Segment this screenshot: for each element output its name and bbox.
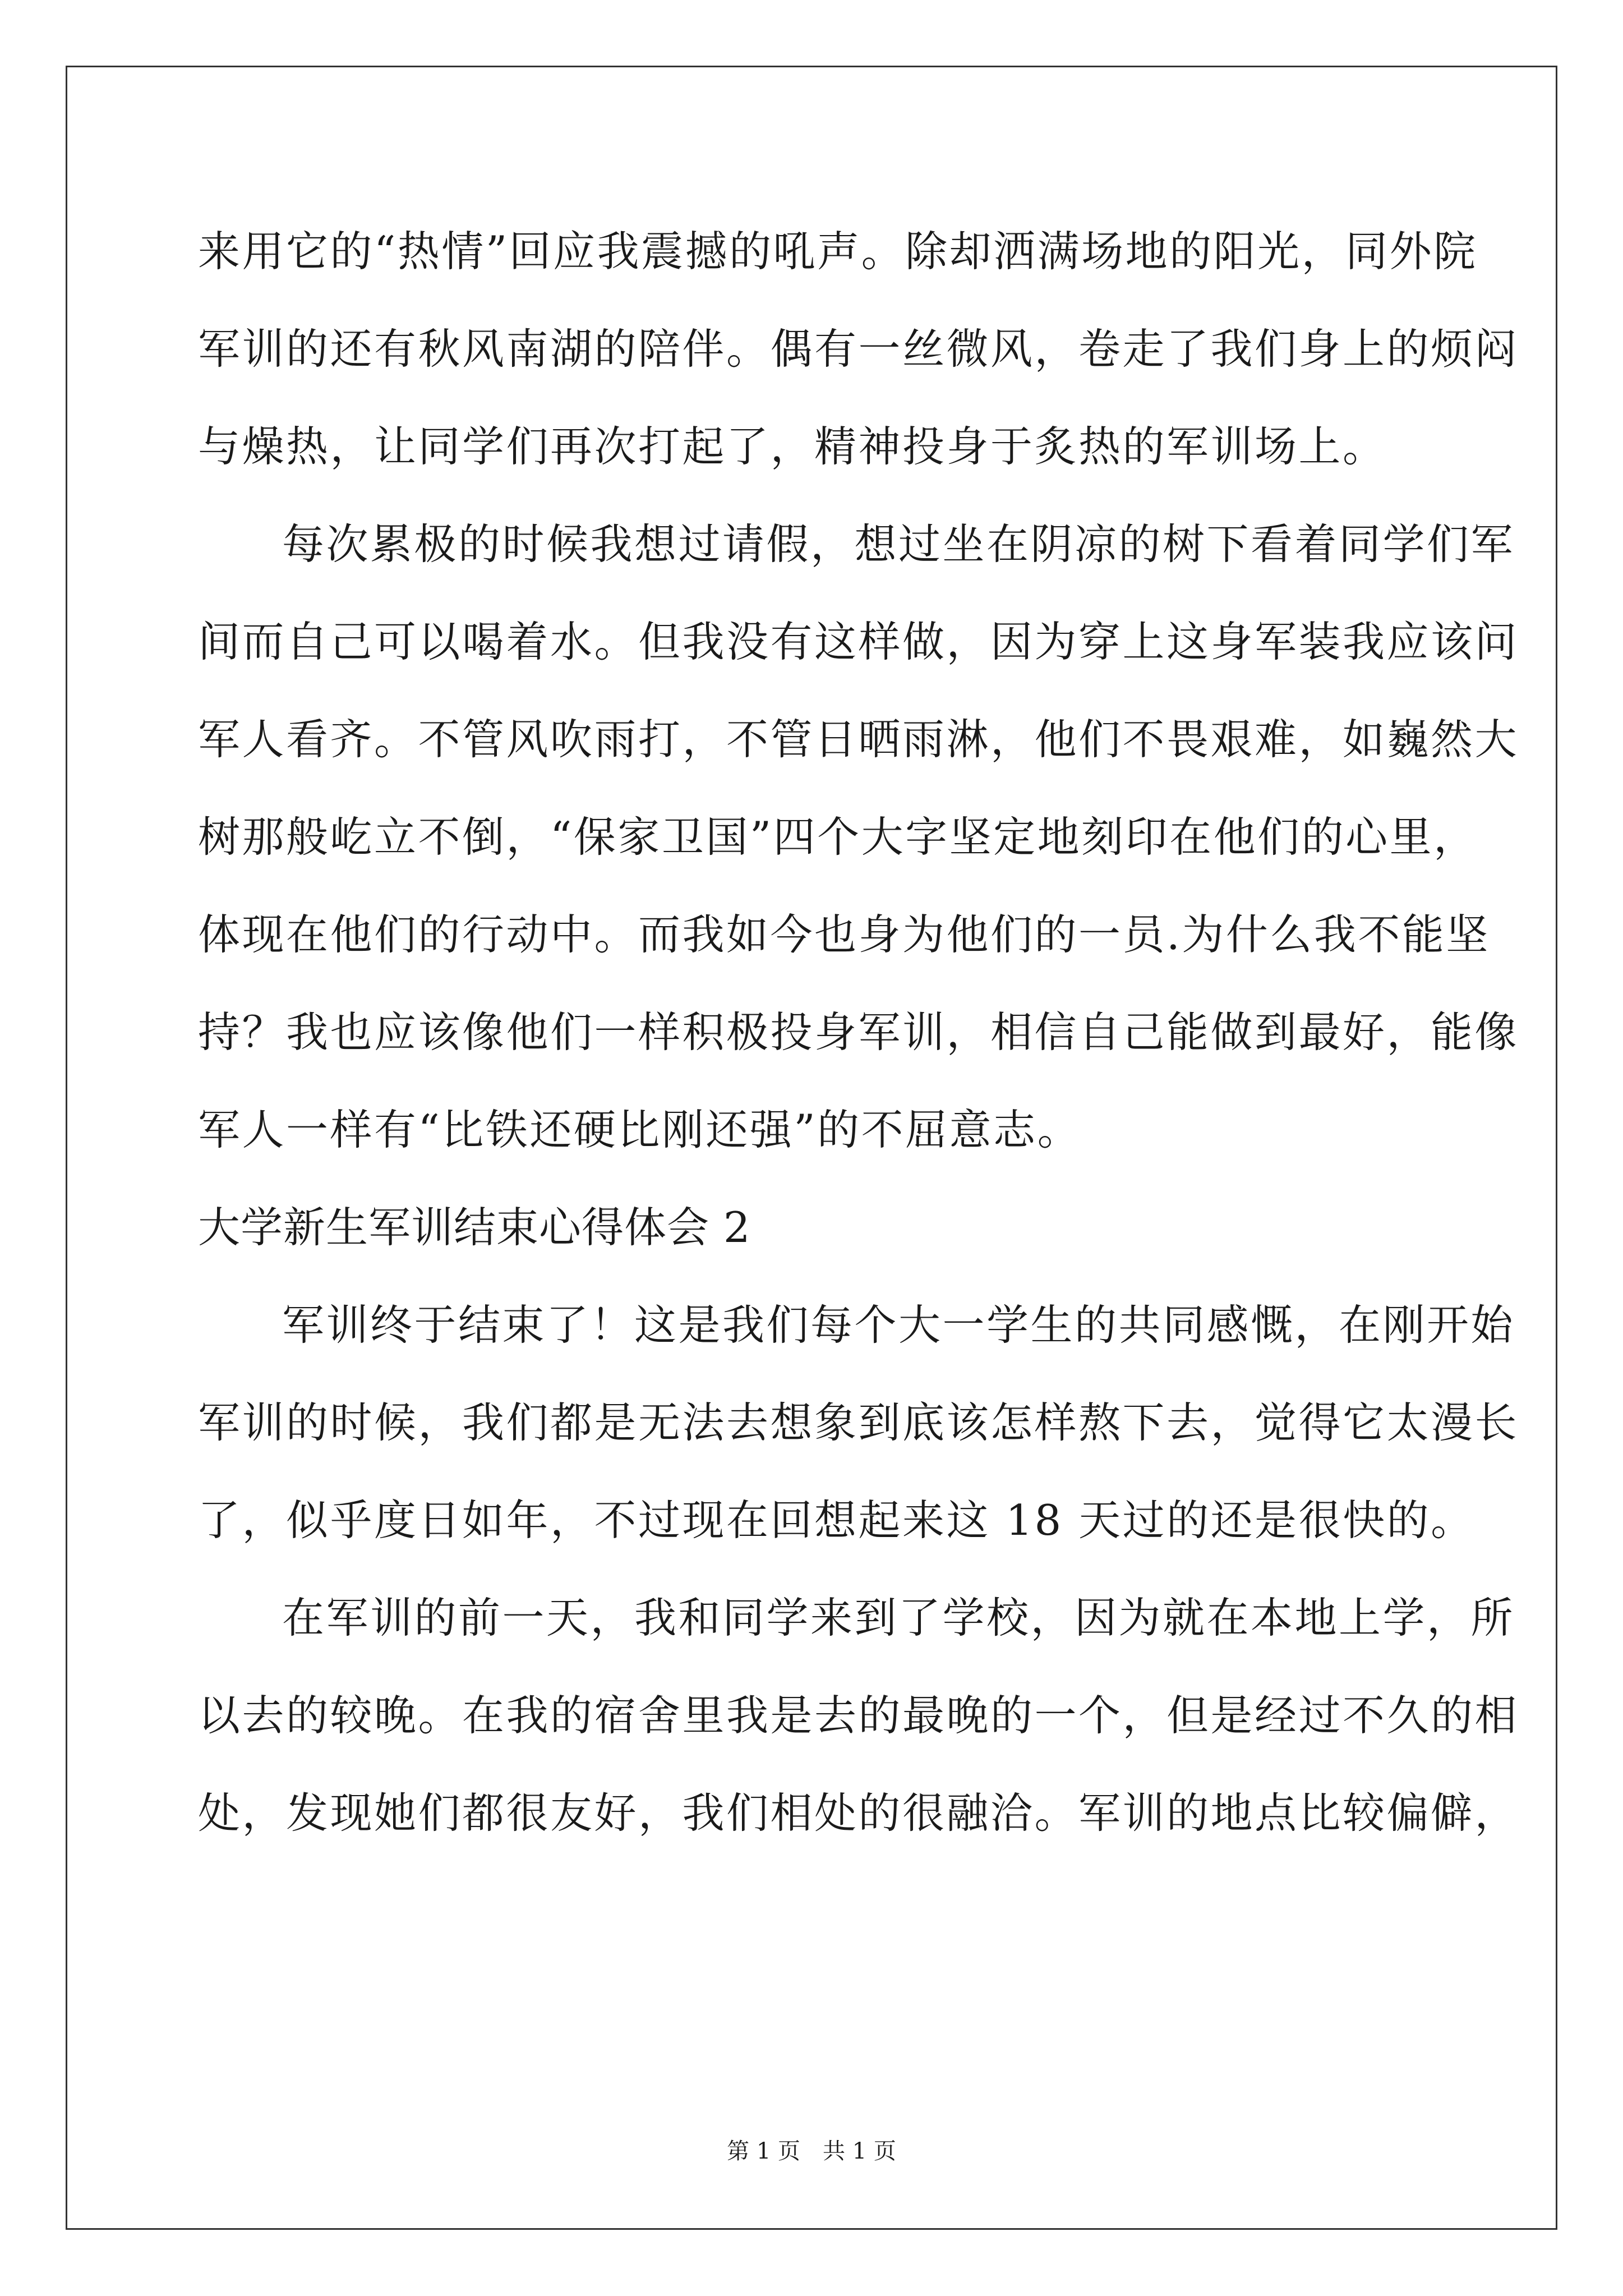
text-line: 军人看齐。不管风吹雨打，不管日晒雨淋，他们不畏艰难，如巍然大 [198,715,1519,764]
text-line: 与燥热，让同学们再次打起了，精神投身于炙热的军训场上。 [198,422,1387,471]
text-line: 在军训的前一天，我和同学来到了学校，因为就在本地上学，所 [282,1593,1515,1642]
text-line: 每次累极的时候我想过请假，想过坐在阴凉的树下看着同学们军 [282,519,1515,569]
text-line: 军训的还有秋风南湖的陪伴。偶有一丝微风，卷走了我们身上的烦闷 [198,324,1519,374]
page-total: 共 1 页 [823,2138,896,2164]
section-heading: 大学新生军训结束心得体会 2 [198,1203,751,1252]
text-line: 军训终于结束了！这是我们每个大一学生的共同感慨，在刚开始 [282,1300,1515,1350]
text-line: 了，似乎度日如年，不过现在回想起来这 18 天过的还是很快的。 [198,1496,1475,1545]
page-number: 第 1 页 [727,2138,800,2164]
text-line: 来用它的“热情”回应我震撼的吼声。除却洒满场地的阳光，同外院 [198,227,1478,276]
text-line: 处，发现她们都很友好，我们相处的很融洽。军训的地点比较偏僻， [198,1788,1519,1838]
text-line: 以去的较晚。在我的宿舍里我是去的最晚的一个，但是经过不久的相 [198,1691,1519,1740]
text-line: 军人一样有“比铁还硬比刚还强”的不屈意志。 [198,1105,1082,1154]
page-footer [0,2137,1623,2165]
text-line: 树那般屹立不倒，“保家卫国”四个大字坚定地刻印在他们的心里， [198,812,1478,862]
document-body [198,214,1519,1874]
text-line: 体现在他们的行动中。而我如今也身为他们的一员.为什么我不能坚 [198,910,1490,959]
text-line: 持？我也应该像他们一样积极投身军训，相信自己能做到最好，能像 [198,1007,1519,1057]
text-line: 军训的时候，我们都是无法去想象到底该怎样熬下去，觉得它太漫长 [198,1398,1519,1447]
text-line: 间而自己可以喝着水。但我没有这样做，因为穿上这身军装我应该问 [198,617,1519,666]
